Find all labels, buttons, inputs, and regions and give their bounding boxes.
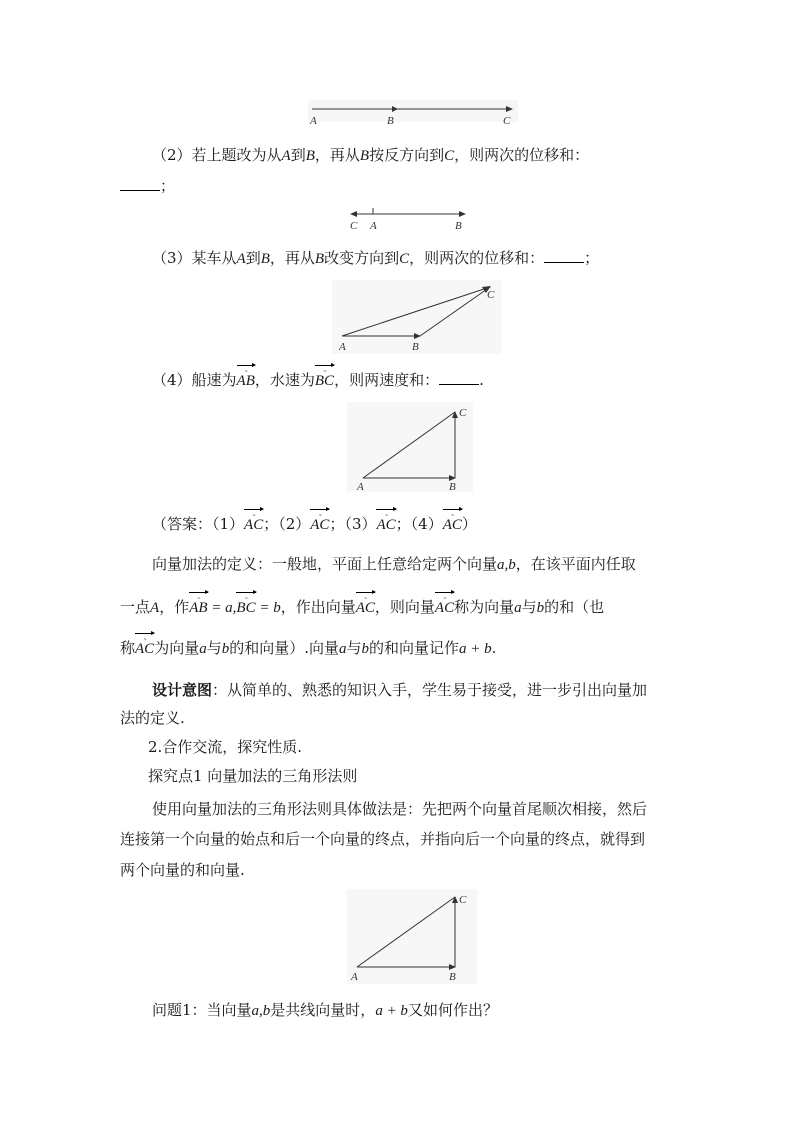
design-intent-line-2: 法的定义. bbox=[120, 709, 185, 727]
figure5-label-b: B bbox=[449, 971, 456, 983]
figure-displacement-triangle bbox=[330, 278, 505, 356]
triangle-rule-line-1: 使用向量加法的三角形法则具体做法是：先把两个向量首尾顺次相接，然后 bbox=[152, 800, 648, 818]
figure2-label-b: B bbox=[455, 220, 462, 232]
design-intent-line-1: 设计意图：从简单的、熟悉的知识入手，学生易于接受，进一步引出向量加 bbox=[152, 681, 648, 699]
figure4-label-b: B bbox=[449, 481, 456, 493]
definition-line-2: 一点A，作 ̴ AB = a, ̴ BC = b，作出向量 ̴ AC，则向量 ̴ AC称为向量a与b的和（也 bbox=[120, 597, 604, 618]
figure3-label-c: C bbox=[487, 289, 495, 301]
definition-line-1: 向量加法的定义：一般地，平面上任意给定两个向量a,b，在该平面内任取 bbox=[152, 555, 636, 573]
question-3-line: （3）某车从A到B，再从B改变方向到C，则两次的位移和： ； bbox=[152, 249, 600, 267]
figure1-label-b: B bbox=[387, 115, 394, 127]
triangle-rule-line-2: 连接第一个向量的始点和后一个向量的终点，并指向后一个向量的终点，就得到 bbox=[120, 830, 646, 848]
figure1-label-c: C bbox=[503, 115, 511, 127]
figure-velocity-triangle bbox=[345, 400, 475, 495]
answer-line: （答案：（1） ̴ AC；（2） ̴ AC；（3） ̴ AC；（4） ̴ AC） bbox=[152, 514, 477, 535]
explore-point-1-title: 探究点1 向量加法的三角形法则 bbox=[148, 767, 358, 785]
vector-bc: ̴ BC bbox=[315, 371, 334, 391]
question-4-line: （4）船速为 ̴ AB，水速为 ̴ BC，则两速度和： . bbox=[152, 370, 484, 391]
triangle-rule-line-3: 两个向量的和向量. bbox=[120, 861, 245, 879]
figure-triangle-rule bbox=[345, 887, 480, 987]
figure-collinear-opposite-direction bbox=[345, 202, 470, 234]
figure4-label-a: A bbox=[357, 481, 364, 493]
figure3-label-a: A bbox=[339, 341, 346, 353]
figure2-label-c: C bbox=[350, 220, 358, 232]
question-2-answer-blank: ； bbox=[120, 176, 175, 196]
question-1-line: 问题1：当向量a,b是共线向量时，a + b又如何作出？ bbox=[152, 1001, 498, 1019]
figure1-label-a: A bbox=[310, 115, 317, 127]
figure2-label-a: A bbox=[370, 220, 377, 232]
figure5-label-c: C bbox=[459, 894, 467, 906]
vector-ab: ̴ AB bbox=[237, 371, 255, 391]
question-2-line: （2）若上题改为从A到B，再从B按反方向到C，则两次的位移和： bbox=[152, 146, 590, 164]
section-2-title: 2.合作交流，探究性质. bbox=[148, 738, 303, 756]
figure4-label-c: C bbox=[459, 407, 467, 419]
definition-line-3: 称 ̴ AC为向量a与b的和向量）.向量a与b的和向量记作a + b. bbox=[120, 638, 496, 659]
figure-collinear-same-direction bbox=[300, 100, 530, 130]
figure5-label-a: A bbox=[351, 971, 358, 983]
figure3-label-b: B bbox=[412, 341, 419, 353]
